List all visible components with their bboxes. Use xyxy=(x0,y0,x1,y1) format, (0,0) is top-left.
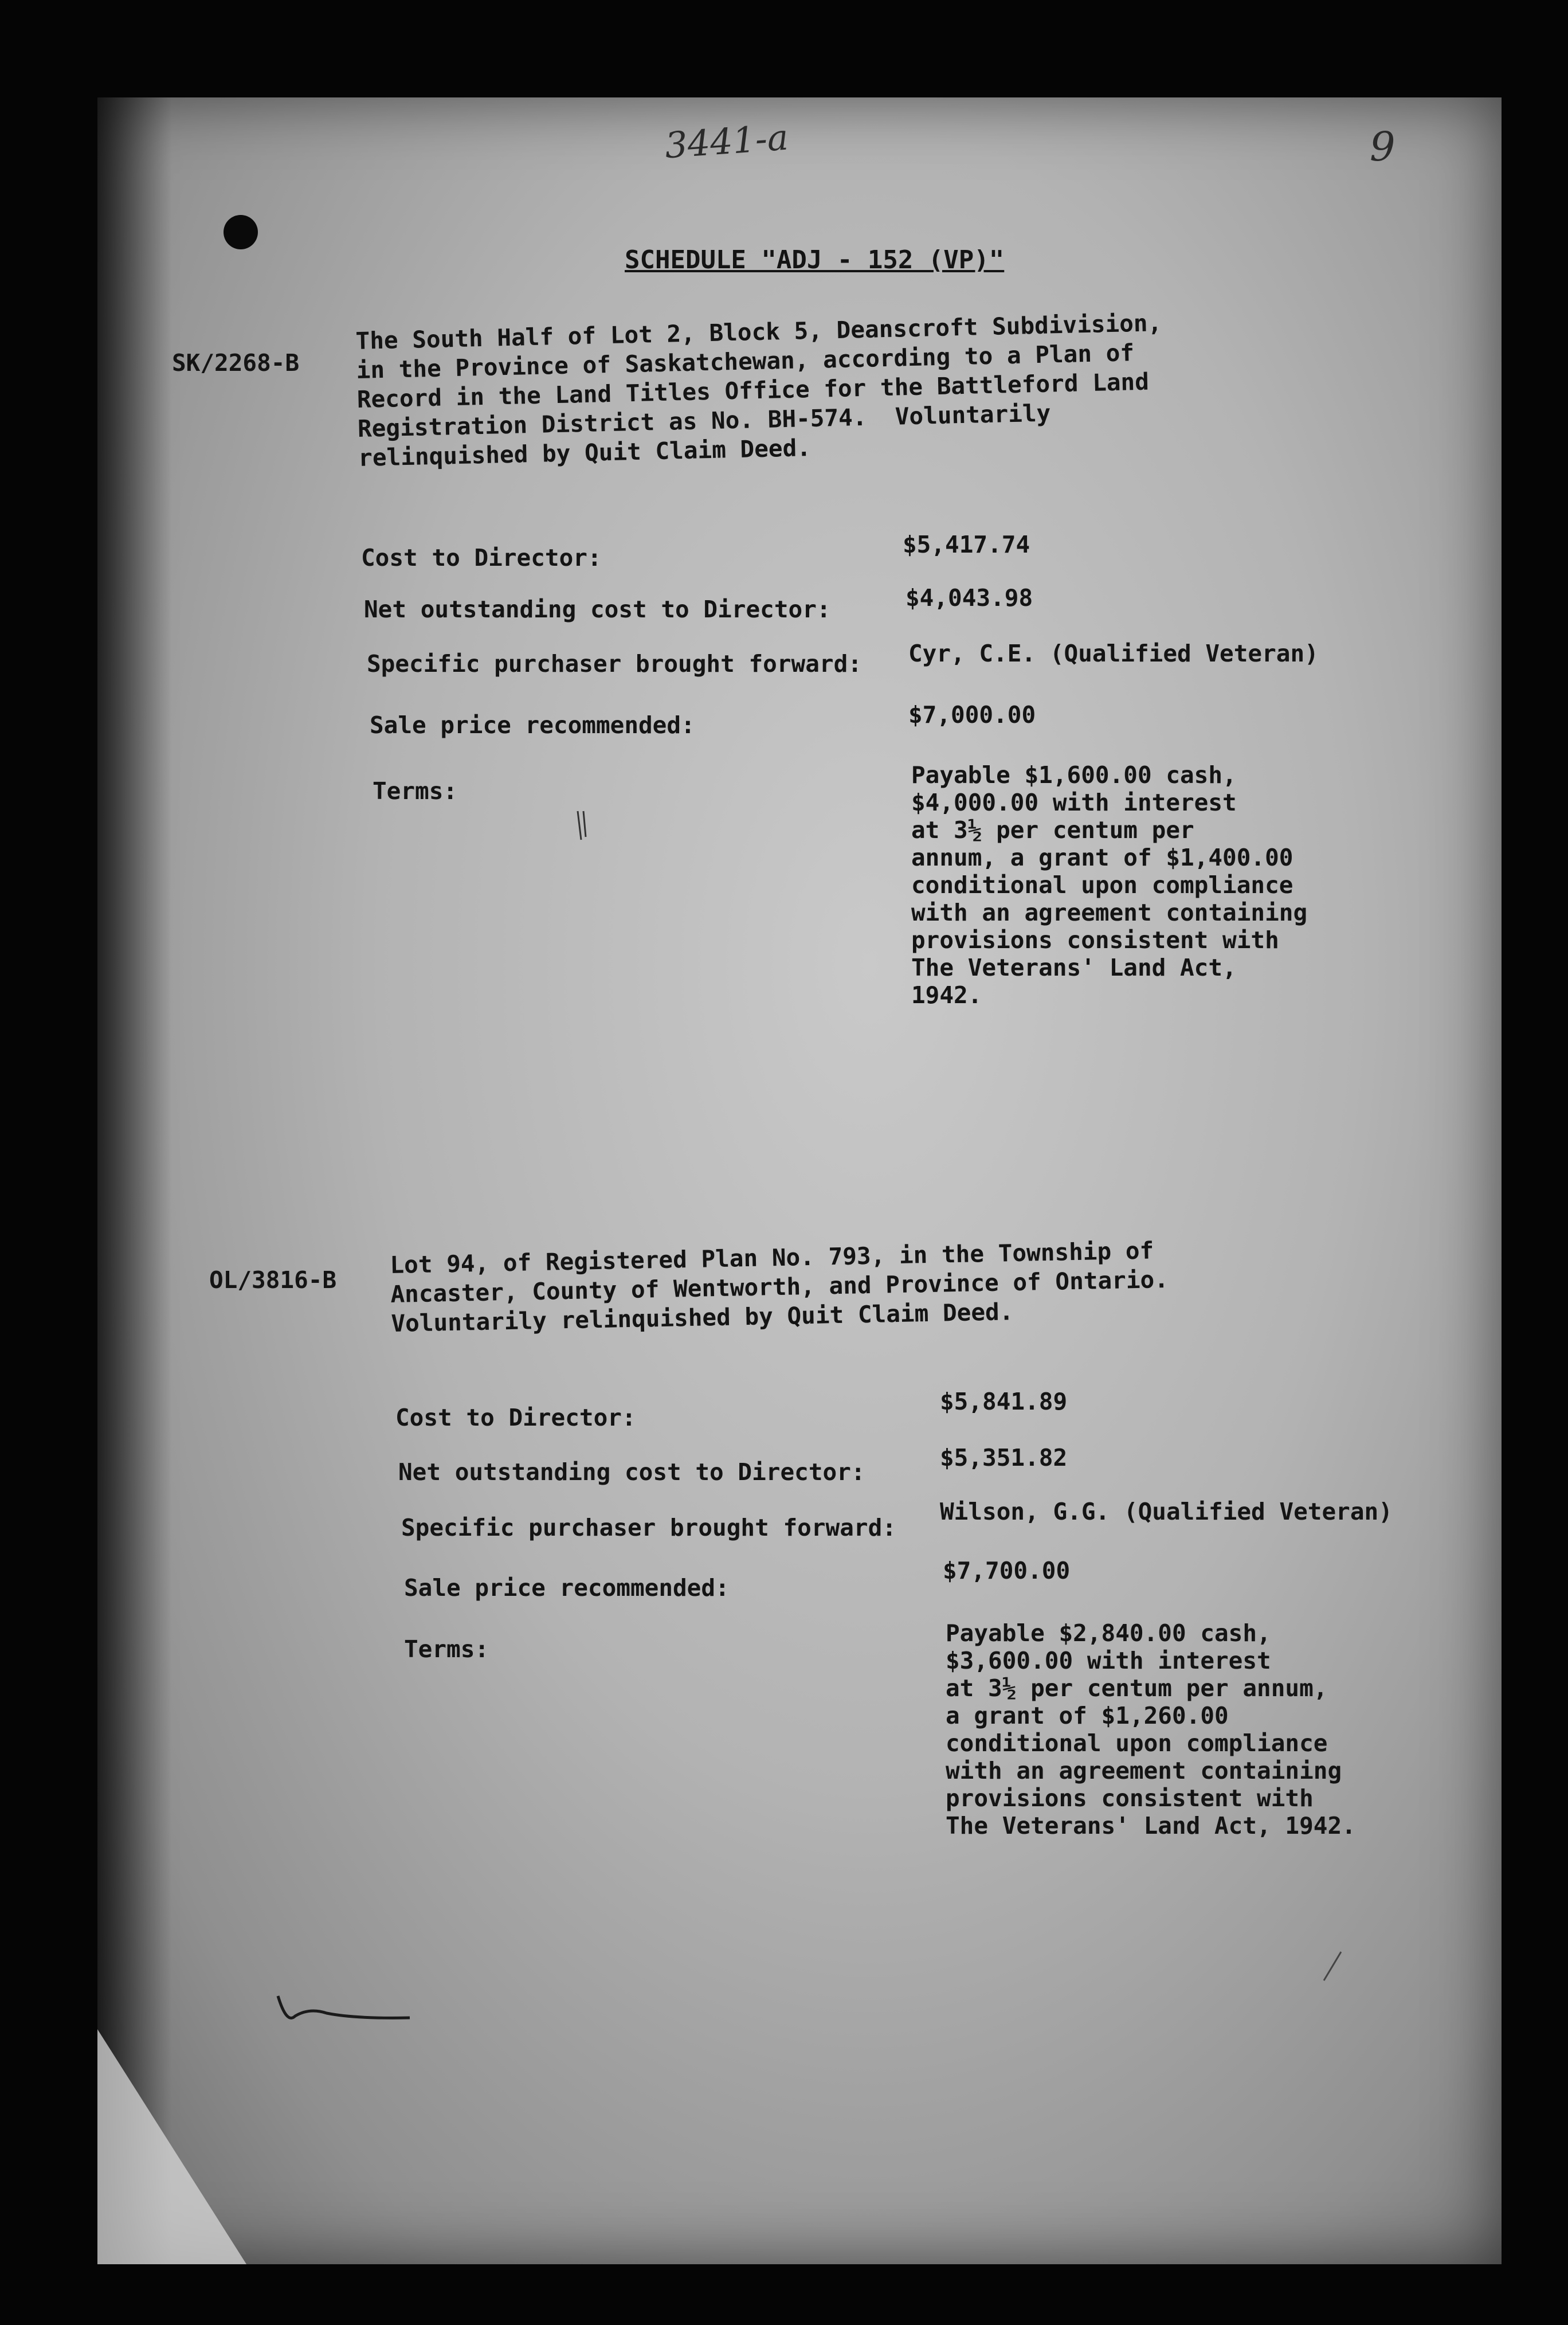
handwritten-check-icon xyxy=(275,1985,413,2030)
entry-2-purchaser-label: Specific purchaser brought forward: xyxy=(401,1514,896,1541)
entry-1-terms-label: Terms: xyxy=(373,777,458,805)
folded-corner xyxy=(97,2029,246,2264)
entry-2-cost-value: $5,841.89 xyxy=(940,1388,1068,1415)
entry-1-purchaser-label: Specific purchaser brought forward: xyxy=(367,650,862,678)
entry-1-reference: SK/2268-B xyxy=(172,349,300,377)
handwritten-page-number: 9 xyxy=(1370,123,1395,170)
entry-2-terms-label: Terms: xyxy=(404,1635,489,1663)
entry-1-terms-value: Payable $1,600.00 cash, $4,000.00 with interest at 3½ per centum per annum, a grant of $1,400.00 conditional upon compliance with an agreement containing provisions consistent with The Veterans' Land Act, 1942. xyxy=(911,761,1308,1009)
pencil-slash-mark xyxy=(1318,1949,1347,1983)
entry-2-reference: OL/3816-B xyxy=(209,1266,337,1294)
page-edge-shadow xyxy=(97,97,172,2264)
entry-2-cost-label: Cost to Director: xyxy=(395,1404,636,1431)
entry-2-net-cost-label: Net outstanding cost to Director: xyxy=(398,1458,865,1486)
entry-1-net-cost-label: Net outstanding cost to Director: xyxy=(364,596,831,623)
entry-1-cost-label: Cost to Director: xyxy=(361,544,602,572)
entry-2-purchaser-value: Wilson, G.G. (Qualified Veteran) xyxy=(940,1498,1393,1525)
entry-2-terms-value: Payable $2,840.00 cash, $3,600.00 with interest at 3½ per centum per annum, a grant of $1,260.00 conditional upon compliance with an agreement containing provisions consistent with The Veterans' Land Act, 1942. xyxy=(946,1619,1356,1839)
entry-2-net-cost-value: $5,351.82 xyxy=(940,1444,1068,1471)
handwritten-file-number: 3441-a xyxy=(663,116,790,167)
entry-1-sale-price-label: Sale price recommended: xyxy=(370,711,695,739)
entry-1-purchaser-value: Cyr, C.E. (Qualified Veteran) xyxy=(908,640,1319,667)
entry-2-sale-price-label: Sale price recommended: xyxy=(404,1574,730,1602)
entry-2-description: Lot 94, of Registered Plan No. 793, in the Township of Ancaster, County of Wentworth, and Province of Ontario. Voluntarily relinquished by Quit Claim Deed. xyxy=(390,1236,1169,1337)
punch-hole xyxy=(224,215,258,249)
pencil-tick-mark xyxy=(573,808,590,843)
entry-1-cost-value: $5,417.74 xyxy=(903,531,1030,558)
schedule-title: SCHEDULE "ADJ - 152 (VP)" xyxy=(625,245,1005,275)
entry-2-sale-price-value: $7,700.00 xyxy=(943,1557,1071,1584)
entry-1-description: The South Half of Lot 2, Block 5, Deanscroft Subdivision, in the Province of Saskatchewan, according to a Plan of Record in the Land Titles Office for the Battleford Land Registration District as No. BH-574. Voluntarily relinquished by Quit Claim Deed. xyxy=(355,309,1162,472)
entry-1-net-cost-value: $4,043.98 xyxy=(905,584,1033,612)
entry-1-sale-price-value: $7,000.00 xyxy=(908,701,1036,729)
